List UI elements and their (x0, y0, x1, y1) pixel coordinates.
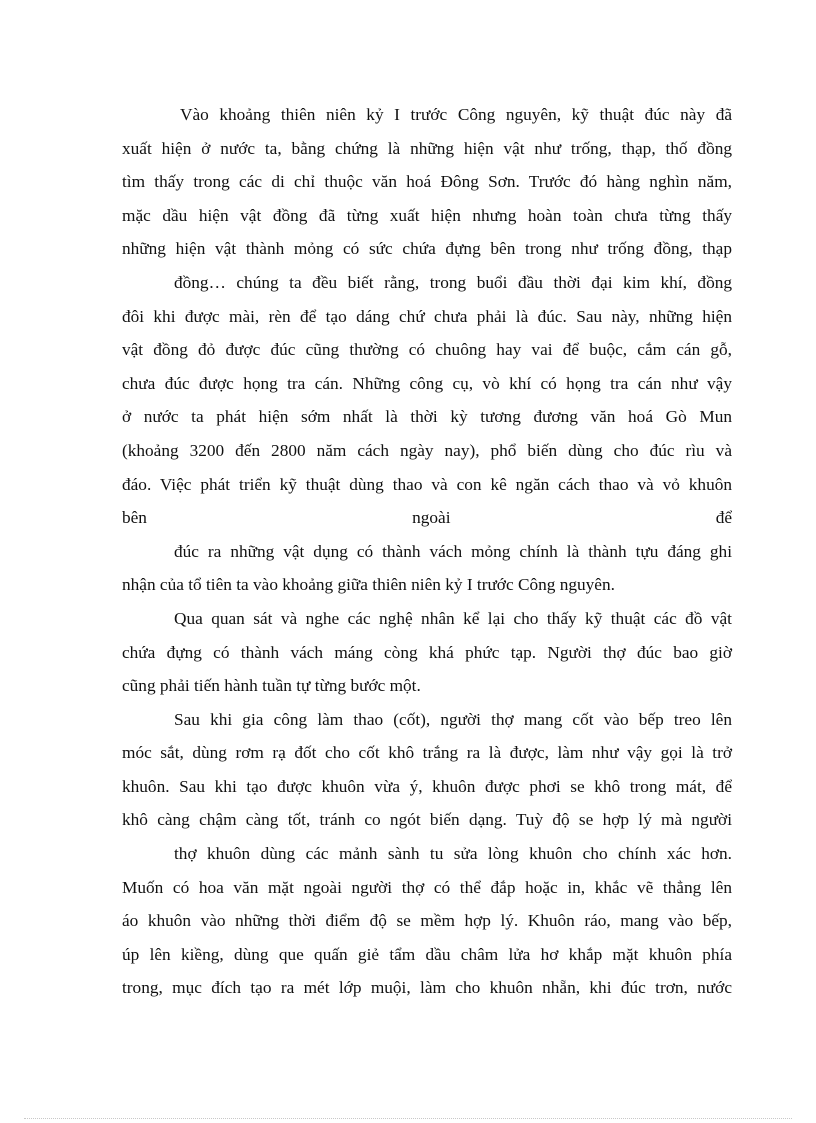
text-line: đáo. Việc phát triển kỹ thuật dùng thao và con kê ngăn cách thao và vỏ khuôn (122, 474, 732, 494)
text-line: những hiện vật thành mỏng có sức chứa đựng bên trong như trống đồng, thạp (122, 239, 732, 259)
text-line: nhận của tổ tiên ta vào khoảng giữa thiên niên kỷ I trước Công nguyên. (122, 575, 615, 595)
text-line: móc sắt, dùng rơm rạ đốt cho cốt khô trắng ra là được, làm như vậy gọi là trở (122, 743, 732, 763)
text-line: chưa đúc được họng tra cán. Những công cụ, vò khí có họng tra cán như vậy (122, 373, 732, 393)
text-line: tìm thấy trong các di chỉ thuộc văn hoá Đông Sơn. Trước đó hàng nghìn năm, (122, 172, 732, 192)
text-line: chứa đựng có thành vách máng còng khá phức tạp. Người thợ đúc bao giờ (122, 642, 732, 662)
text-line: khô càng chậm càng tốt, tránh co ngót biến dạng. Tuỳ độ se hợp lý mà người (122, 810, 732, 830)
text-line: khuôn. Sau khi tạo được khuôn vừa ý, khuôn được phơi se khô trong mát, để (122, 776, 732, 796)
body-text (122, 98, 732, 1005)
text-line: bên ngoài để (122, 508, 732, 528)
text-line: vật đồng đỏ được đúc cũng thường có chuông hay vai để buộc, cắm cán gỗ, (122, 340, 732, 360)
text-line: Qua quan sát và nghe các nghệ nhân kể lại cho thấy kỹ thuật các đồ vật (174, 608, 732, 628)
text-line: áo khuôn vào những thời điểm độ se mềm hợp lý. Khuôn ráo, mang vào bếp, (122, 911, 732, 931)
text-line: trong, mục đích tạo ra mét lớp muội, làm cho khuôn nhẵn, khi đúc trơn, nước (122, 978, 732, 998)
text-line: Sau khi gia công làm thao (cốt), người thợ mang cốt vào bếp treo lên (174, 709, 732, 729)
text-line: cũng phải tiến hành tuần tự từng bước một. (122, 676, 421, 696)
text-line: thợ khuôn dùng các mảnh sành tu sửa lòng khuôn cho chính xác hơn. (174, 844, 732, 864)
text-line: Muốn có hoa văn mặt ngoài người thợ có thể đắp hoặc in, khắc vẽ thẳng lên (122, 877, 732, 897)
page-bottom-dotted-border (24, 1118, 792, 1119)
text-line: (khoảng 3200 đến 2800 năm cách ngày nay), phổ biến dùng cho đúc rìu và (122, 440, 732, 460)
text-line: đôi khi được mài, rèn để tạo dáng chứ chưa phải là đúc. Sau này, những hiện (122, 306, 732, 326)
text-line: ở nước ta phát hiện sớm nhất là thời kỳ tương đương văn hoá Gò Mun (122, 407, 732, 427)
text-line: đúc ra những vật dụng có thành vách mỏng chính là thành tựu đáng ghi (174, 541, 732, 561)
text-line: đồng… chúng ta đều biết rằng, trong buổi đầu thời đại kim khí, đồng (174, 272, 732, 292)
text-line: mặc dầu hiện vật đồng đã từng xuất hiện nhưng hoàn toàn chưa từng thấy (122, 205, 732, 225)
text-line: xuất hiện ở nước ta, bằng chứng là những hiện vật như trống, thạp, thố đồng (122, 138, 732, 158)
text-line: Vào khoảng thiên niên kỷ I trước Công nguyên, kỹ thuật đúc này đã (180, 105, 732, 124)
text-line: úp lên kiềng, dùng que quấn giẻ tẩm dầu châm lửa hơ khắp mặt khuôn phía (122, 944, 732, 964)
